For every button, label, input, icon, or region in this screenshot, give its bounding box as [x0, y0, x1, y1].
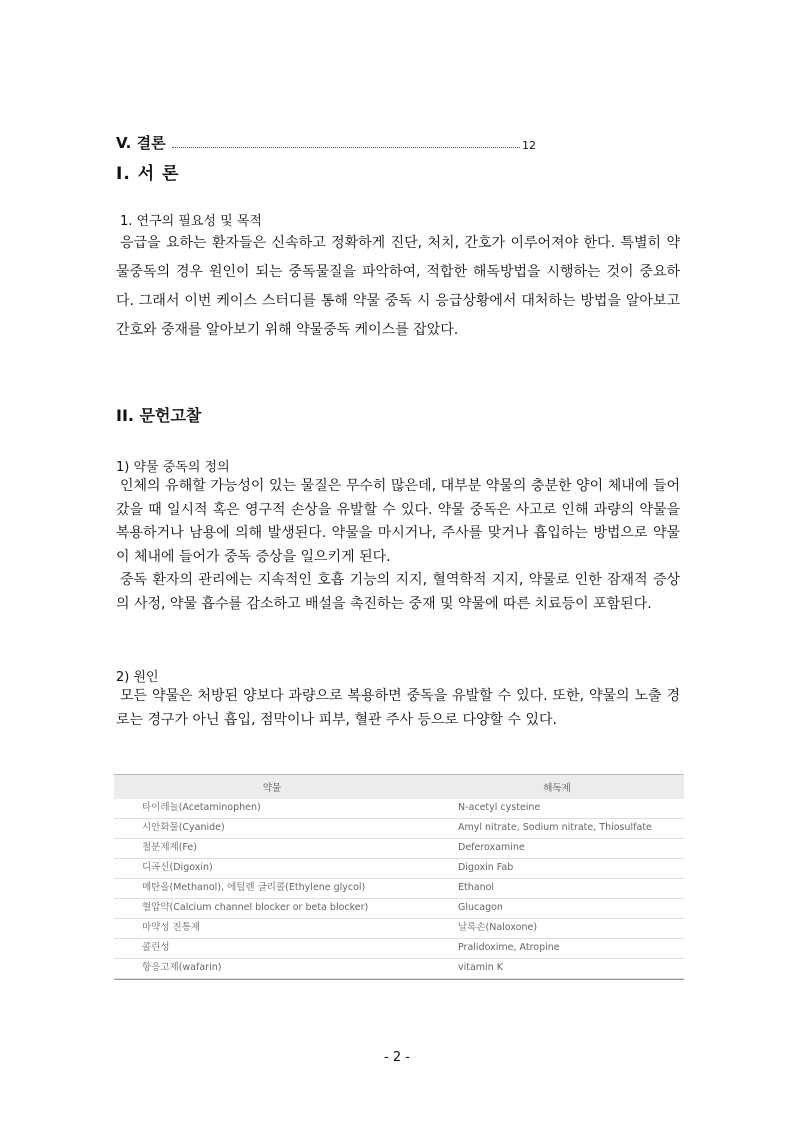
- column-header-antidote: 해독제: [430, 775, 684, 800]
- antidote-cell: Amyl nitrate, Sodium nitrate, Thiosulfate: [430, 819, 684, 839]
- antidote-cell: Digoxin Fab: [430, 859, 684, 879]
- drug-cell: 메탄올(Methanol), 에틸렌 글리콜(Ethylene glycol): [114, 879, 430, 899]
- antidote-cell: Glucagon: [430, 899, 684, 919]
- toc-page-number: 12: [522, 139, 536, 152]
- table-row: [114, 879, 684, 899]
- toc-entry: [116, 131, 536, 153]
- drug-cell: 콜린성: [114, 939, 430, 959]
- section-heading-introduction: I. 서 론: [116, 164, 180, 184]
- table-header-row: [114, 775, 684, 800]
- drug-cell: 디곡신(Digoxin): [114, 859, 430, 879]
- table-row: [114, 939, 684, 959]
- drug-cell: 마약성 진통제: [114, 919, 430, 939]
- drug-cell: 항응고제(wafarin): [114, 959, 430, 979]
- drug-cell: 혈압약(Calcium channel blocker or beta blocker): [114, 899, 430, 919]
- paragraph-management: 중독 환자의 관리에는 지속적인 호흡 기능의 지지, 혈역학적 지지, 약물로 인한 잠재적 증상의 사정, 약물 흡수를 감소하고 배설을 촉진하는 중재 및 약물에 따른 치료등이 포함된다.: [116, 572, 680, 612]
- table-row: [114, 859, 684, 879]
- paragraph-purpose: 응급을 요하는 환자들은 신속하고 정확하게 진단, 처치, 간호가 이루어져야 한다. 특별히 약물중독의 경우 원인이 되는 중독물질을 파악하여, 적합한 해독방법을 시행하는 것이 중요하다. 그래서 이번 케이스 스터디를 통해 약물 중독 시 응급상황에서 대처하는 방법을 알아보고 간호와 중재를 알아보기 위해 약물중독 케이스를 잡았다.: [116, 235, 680, 338]
- page-number-footer: - 2 -: [384, 1050, 410, 1065]
- table-row: [114, 919, 684, 939]
- table-row: [114, 899, 684, 919]
- antidote-cell: Ethanol: [430, 879, 684, 899]
- table-row: [114, 959, 684, 979]
- antidote-cell: N-acetyl cysteine: [430, 799, 684, 819]
- antidote-cell: vitamin K: [430, 959, 684, 979]
- subsection-title-definition: 1) 약물 중독의 정의: [116, 460, 230, 475]
- table-row: [114, 839, 684, 859]
- drug-cell: 철분제제(Fe): [114, 839, 430, 859]
- table-row: [114, 799, 684, 819]
- antidote-table: [114, 774, 684, 980]
- antidote-cell: Deferoxamine: [430, 839, 684, 859]
- toc-leader-dots: [172, 147, 520, 148]
- drug-cell: 시안화물(Cyanide): [114, 819, 430, 839]
- subsection-title-purpose: 1. 연구의 필요성 및 목적: [120, 214, 262, 229]
- antidote-cell: 날록손(Naloxone): [430, 919, 684, 939]
- paragraph-cause: 모든 약물은 처방된 양보다 과량으로 복용하면 중독을 유발할 수 있다. 또한, 약물의 노출 경로는 경구가 아닌 흡입, 점막이나 피부, 혈관 주사 등으로 다양할 수 있다.: [116, 688, 680, 728]
- subsection-title-cause: 2) 원인: [116, 670, 159, 685]
- paragraph-definition: 인체의 유해할 가능성이 있는 물질은 무수히 많은데, 대부분 약물의 충분한 양이 체내에 들어갔을 때 일시적 혹은 영구적 손상을 유발할 수 있다. 약물 중독은 사고로 인해 과량의 약물을 복용하거나 남용에 의해 발생된다. 약물을 마시거나, 주사를 맞거나 흡입하는 방법으로 약물이 체내에 들어가 중독 증상을 일으키게 된다.: [116, 478, 680, 565]
- column-header-drug: 약물: [114, 775, 430, 800]
- drug-cell: 타이레놀(Acetaminophen): [114, 799, 430, 819]
- antidote-cell: Pralidoxime, Atropine: [430, 939, 684, 959]
- table-row: [114, 819, 684, 839]
- toc-title: V. 결론: [116, 134, 166, 152]
- section-heading-literature: II. 문헌고찰: [116, 406, 202, 425]
